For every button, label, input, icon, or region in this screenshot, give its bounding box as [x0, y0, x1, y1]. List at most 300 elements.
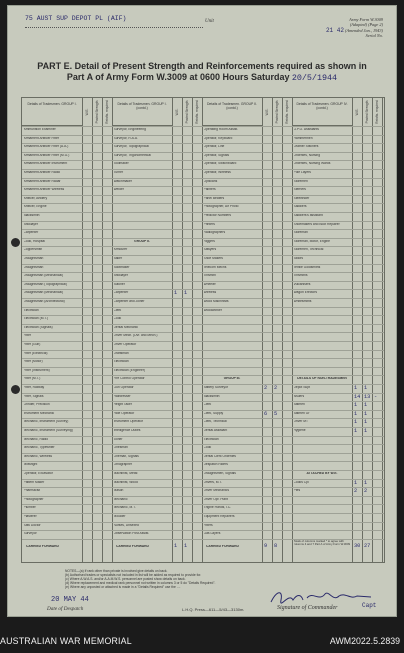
row-rule — [22, 272, 384, 273]
handwritten-entry: 1 — [354, 428, 358, 434]
column-rule — [182, 98, 183, 562]
row-label: Intelligence Duties — [113, 429, 141, 432]
row-label: Pattern Maker — [23, 480, 45, 484]
row-label: Telecom Mechs — [203, 265, 227, 269]
form-notes — [65, 569, 375, 589]
despatch-label: Date of Despatch — [47, 606, 84, 612]
row-label: Artificer, Engine — [23, 205, 47, 209]
column-header-text: Reinfts. required — [285, 100, 289, 124]
row-label: Fitter (Instrument) — [23, 368, 50, 372]
column-header-ws — [262, 98, 272, 127]
serial-value: 21 42 — [325, 26, 344, 34]
handwritten-entry: 13 — [364, 393, 371, 400]
column-header-text: Reinfts. required — [105, 100, 109, 124]
column-header-details: Details of Tradesmen. GROUP II. (contd.) — [202, 98, 262, 126]
row-label: Cooks Cpl — [293, 480, 309, 484]
credit-accession: AWM2022.5.2839 — [329, 636, 400, 646]
row-label: Driver Operator — [113, 343, 137, 346]
row-label: Drivers, M.T. — [203, 480, 222, 484]
row-label: Wagon Erectors — [293, 291, 318, 295]
handwritten-entry: 2 — [354, 488, 358, 495]
row-label: Turner — [113, 171, 124, 174]
page-title — [21, 61, 383, 84]
carried-forward-label: CARRIED FORWARD — [206, 544, 239, 548]
row-rule — [22, 341, 384, 342]
row-label: Despatch Riders — [203, 463, 228, 467]
row-label: Armourer — [113, 248, 128, 252]
row-label: Steelfinder — [293, 196, 310, 200]
row-label: Draughtsman (Architectural) — [23, 300, 65, 303]
row-rule — [22, 522, 384, 523]
row-rule — [22, 195, 384, 196]
row-label: Millwright — [23, 463, 38, 467]
row-label: Lithographer — [113, 463, 133, 467]
handwritten-entry: 2 — [264, 385, 268, 391]
row-label: Cook — [113, 317, 122, 321]
row-label: Mechanic, Typewriter — [23, 446, 55, 450]
carried-forward-label: CARRIED FORWARD — [116, 544, 149, 548]
row-label: Dental Mechanic — [113, 325, 139, 329]
column-rule — [352, 98, 353, 562]
column-rule — [82, 98, 83, 562]
despatch-date-value: 20 MAY 44 — [51, 596, 89, 604]
row-label: Sterners — [293, 188, 306, 192]
row-label: Draughtsmen, Signals — [203, 472, 236, 475]
handwritten-entry: 1 — [354, 479, 358, 486]
unit-value: 75 AUST SUP DEPOT PL (AIF) — [25, 15, 127, 22]
strength-table — [21, 97, 385, 563]
column-header-text: W.E. — [175, 108, 179, 116]
row-label: GROUP III. — [223, 377, 241, 381]
row-label: Orderlies, Nursing — [293, 153, 321, 157]
handwritten-entry: 1 — [364, 419, 368, 426]
handwritten-entry: 2 — [274, 385, 278, 391]
row-rule — [22, 307, 384, 308]
row-label: Storeman, Motor, Engine — [293, 239, 330, 243]
column-rule — [262, 98, 263, 562]
carried-forward-value: 8 — [274, 542, 278, 549]
row-label: Radiographers — [203, 231, 226, 235]
row-label: Wheeler — [203, 282, 216, 286]
row-label: Predictor Numbers — [203, 214, 231, 217]
handwritten-entry: 1 — [354, 419, 358, 426]
row-label: ATTACHED BY W.E. — [306, 472, 338, 475]
row-label: Surveyor, R.A.A. — [113, 136, 138, 140]
row-label: Electrician (M.T.) — [23, 317, 49, 321]
form-ref-line1: Army Form W.3009 — [349, 17, 383, 22]
row-rule — [22, 504, 384, 505]
column-header-posted — [272, 98, 282, 127]
row-label: Engine Hands, I.C. — [203, 506, 232, 510]
row-label: Tinsmiths — [293, 274, 308, 278]
row-label: Dental Assistant — [203, 429, 228, 432]
row-label: Draughtsman (Mechanical) — [23, 274, 64, 278]
row-label: Cook, Hospital — [23, 239, 45, 243]
row-rule — [22, 135, 384, 136]
row-label: Depot Supt — [293, 386, 310, 389]
row-rule — [22, 264, 384, 265]
row-label: Draughtsman (Topographical) — [23, 282, 67, 286]
row-label: Height Taker — [113, 403, 132, 407]
row-rule — [22, 152, 384, 153]
row-label: Draughtsman (Mechanical) — [23, 291, 64, 295]
handwritten-entry: 1 — [364, 428, 368, 434]
row-rule — [22, 298, 384, 299]
row-label: Armament Artificer Wireless — [23, 188, 65, 192]
column-header-ws — [352, 98, 362, 127]
row-label: Saw Doctor — [23, 523, 41, 527]
printer-imprint: L.H.Q. Press—611—5/43—3130m. — [182, 607, 245, 612]
row-label: Carpenter and Joiner — [113, 300, 145, 303]
row-label: Gas Layers — [203, 532, 221, 536]
column-header-ws — [82, 98, 92, 127]
row-label: Clerk — [203, 403, 212, 407]
row-label: Instrument Operator — [113, 420, 144, 424]
column-rule — [362, 98, 363, 562]
note-line: (b) Authorised trades or specialists not included in list will be added as required to provide for. — [65, 573, 202, 578]
row-label: Blacksmith — [23, 214, 40, 217]
credit-institution: AUSTRALIAN WAR MEMORIAL — [0, 636, 132, 646]
carried-forward-value: 27 — [364, 542, 371, 549]
column-header-reinf — [282, 98, 292, 127]
column-rule — [102, 98, 103, 562]
row-rule — [22, 418, 384, 419]
row-label: Wood Machinists — [203, 300, 229, 303]
row-label: Shoe Makers — [203, 257, 223, 260]
row-label: Butcher — [113, 282, 125, 286]
row-label: Hide Operator — [113, 411, 135, 415]
row-label: Driver MT — [293, 420, 308, 424]
row-label: Bootmaker — [113, 265, 130, 269]
row-label: Leather Stitchers — [293, 145, 319, 149]
row-label: Machinist, Metal — [113, 472, 138, 475]
title-line2: Part A of Army Form W.3009 at 0600 Hours Saturday — [66, 71, 290, 82]
date-value: 20/5/1944 — [291, 72, 338, 83]
row-label: Fitter — [23, 334, 32, 338]
row-rule — [22, 427, 384, 428]
row-label: GROUP II. — [134, 239, 150, 243]
row-label: Photographer, Air Photo — [203, 205, 239, 209]
column-header-ws — [172, 98, 182, 127]
row-label: Lineman, Signals — [113, 454, 139, 458]
handwritten-entry: 1 — [184, 290, 188, 297]
row-label: Operator, Switchboard — [203, 162, 237, 166]
row-label: Storeman — [293, 231, 308, 235]
row-label: Moulder — [113, 515, 126, 518]
row-label: Saddlers's assistant — [293, 214, 323, 217]
row-label: Draughtsman — [23, 257, 44, 260]
column-rule — [172, 98, 173, 562]
row-label: Battery Surveyor — [203, 386, 229, 389]
row-label: Hairdresser — [113, 394, 131, 398]
row-label: Batmen Gr — [293, 411, 310, 415]
row-label: G.P.O. Assistants — [293, 128, 319, 131]
row-rule — [22, 186, 384, 187]
handwritten-entry: 1 — [364, 410, 368, 417]
handwritten-entry: - — [374, 393, 378, 400]
row-rule — [22, 203, 384, 204]
row-label: Photographer — [23, 497, 44, 501]
row-label: Printers — [203, 222, 215, 226]
row-label: Saddlers — [293, 205, 307, 209]
carried-forward-value: 1 — [184, 542, 188, 549]
row-label: Plumber — [23, 506, 36, 510]
row-label: Electrician — [23, 308, 39, 312]
row-label: Armament Artificer Fitter (A.A.) — [23, 145, 69, 149]
row-label: Operator, Keyboard — [203, 136, 233, 140]
row-label: Vulcanisers — [293, 282, 311, 286]
row-label: Coppersmith — [23, 248, 43, 252]
row-rule — [22, 178, 384, 179]
row-label: Blacksmith — [203, 394, 220, 398]
row-rule — [22, 470, 384, 471]
handwritten-entry: 1 — [174, 290, 178, 297]
row-label: Mechanic, Radio — [23, 437, 49, 441]
row-rule — [22, 332, 384, 333]
row-rule — [22, 229, 384, 230]
row-label: Hammermen — [293, 136, 313, 140]
row-rule — [22, 324, 384, 325]
column-rule — [272, 98, 273, 562]
row-label: Painters — [203, 188, 216, 192]
row-label: Operator, Wireless — [203, 171, 231, 174]
row-label: Electrician — [113, 360, 129, 364]
row-label: Surveyor — [23, 532, 37, 536]
row-label: Hygiene — [293, 429, 306, 432]
row-label: Fitter (Gun) — [23, 343, 41, 346]
column-header-text: Reinfts. required — [375, 100, 379, 124]
row-rule — [22, 281, 384, 282]
row-label: Driver Mech. (Dvr. and Mech.) — [113, 334, 158, 338]
row-label: Artificer, Artillery — [23, 196, 48, 200]
row-label: Gun Operator — [113, 386, 134, 389]
row-label: Driver Opr. Plant — [203, 497, 228, 501]
row-label: Mason — [113, 489, 124, 493]
row-label: Fitters — [203, 523, 213, 527]
form-reference — [311, 17, 383, 39]
row-label: Driver Mechanics — [203, 489, 229, 493]
row-rule — [22, 255, 384, 256]
carried-forward-value: 1 — [174, 542, 178, 549]
row-label: Electrician — [203, 437, 219, 441]
column-header-posted — [92, 98, 102, 127]
row-label: Draftsman — [113, 351, 129, 355]
row-label: Mechanic, Instrument (Surveying) — [23, 429, 73, 432]
row-label: DETAILS OF NON-TRADESMEN — [297, 377, 347, 381]
column-header-details: Details of Tradesmen. GROUP I. (contd.) — [112, 98, 172, 126]
row-rule — [22, 358, 384, 359]
row-label: Fitter (Electrical) — [23, 351, 48, 355]
row-label: Watchmaker — [113, 179, 132, 183]
column-header-text: Posted Strength — [95, 100, 99, 124]
row-rule — [22, 246, 384, 247]
row-label: Panel Beaters — [203, 196, 225, 200]
handwritten-entry: 1 — [354, 402, 358, 409]
row-label: Fitter, Railway — [23, 386, 45, 389]
row-rule — [22, 238, 384, 239]
row-rule — [22, 401, 384, 402]
row-label: Joiner — [113, 437, 123, 441]
row-label: Surveyor, Engineering — [113, 128, 146, 131]
column-header-text: Reinfts. required — [195, 100, 199, 124]
column-rule — [92, 98, 93, 562]
row-rule — [22, 530, 384, 531]
row-label: Baker — [113, 257, 123, 260]
row-label: Mechanic, Instrument (Survey) — [23, 420, 69, 424]
row-label: Carpenter — [23, 231, 39, 235]
row-label: Dental Clerk Orderlies — [203, 454, 236, 458]
note-line: (e) Where any unposted or attached is made in a "Details Required" use the .... — [65, 585, 181, 590]
row-label: Bricklayer — [113, 274, 128, 278]
row-label: Operator, Signals — [203, 153, 229, 157]
row-label: Fire Control Operator — [113, 377, 145, 381]
column-header-text: W.E. — [355, 108, 359, 116]
unit-field — [25, 15, 203, 28]
column-header-text: W.E. — [85, 108, 89, 116]
column-header-reinf — [372, 98, 382, 127]
row-rule — [22, 143, 384, 144]
row-rule — [22, 496, 384, 497]
row-label: Operator, Excavator — [23, 472, 53, 475]
row-label: Nurses, Unsexed — [113, 523, 139, 527]
form-ref-line3: (Amended Jan., 1943) — [345, 27, 383, 33]
column-header-posted — [362, 98, 372, 127]
title-line1: PART E. Detail of Present Strength and Reinforcements required as shown in — [37, 61, 367, 71]
row-rule — [22, 453, 384, 454]
column-rule — [192, 98, 193, 562]
row-label: Ptes — [293, 489, 301, 493]
row-label: Armament Artificer Instrument — [23, 162, 68, 166]
row-label: Armament Artificer Radar — [23, 179, 61, 183]
row-label: Armament Artificer Radio — [23, 171, 61, 174]
row-rule — [22, 375, 384, 376]
row-rule — [22, 212, 384, 213]
column-rule — [282, 98, 283, 562]
row-label: Bricklayer — [23, 222, 38, 226]
punch-hole — [11, 385, 20, 394]
column-header-details: Details of Tradesmen. GROUP I. — [22, 98, 82, 126]
handwritten-entry: 14 — [354, 393, 361, 400]
handwritten-entry: 1 — [364, 385, 368, 391]
row-label: Linesman — [113, 446, 128, 450]
carried-forward-note: Totals of columns marked * to agree with columns 4 and 7 Part A of Army Form W.3009 — [293, 539, 351, 547]
row-rule — [22, 126, 384, 127]
row-rule — [22, 367, 384, 368]
column-header-text: W.E. — [265, 108, 269, 116]
row-label: Shoemakers and Boot Repairer — [293, 222, 340, 226]
punch-hole — [11, 238, 20, 247]
row-label: Issuers — [293, 394, 305, 398]
row-label: Carpenter — [113, 291, 129, 295]
row-label: Armament Artificer Fitter — [23, 136, 60, 140]
handwritten-entry: 2 — [364, 488, 368, 495]
row-label: Electrician (Signals) — [23, 325, 53, 329]
column-rule — [372, 98, 373, 562]
signature-label: Signature of Commander — [277, 605, 338, 611]
row-rule — [22, 479, 384, 480]
row-label: Observation Post Assist. — [113, 532, 150, 536]
note-line: (c) Where A.W.A.S. and/or A.A.M.W.S. personnel are posted show details on back. — [65, 577, 186, 582]
carried-forward-value: 9 — [264, 542, 268, 549]
row-label: Orderlies, Nursing Wards — [293, 162, 331, 166]
row-label: Mechanic, M.T. — [113, 506, 136, 510]
row-rule — [22, 169, 384, 170]
row-rule — [22, 513, 384, 514]
row-rule — [22, 289, 384, 290]
handwritten-entry: 1 — [354, 410, 358, 417]
column-header-reinf — [192, 98, 202, 127]
row-rule — [22, 384, 384, 385]
row-label: Machinist, Wood — [113, 480, 138, 484]
column-header-text: Posted Strength — [365, 100, 369, 124]
column-header-posted — [182, 98, 192, 127]
row-label: Opticians — [203, 179, 218, 183]
column-header-reinf — [102, 98, 112, 127]
handwritten-entry: 6 — [264, 410, 268, 417]
row-label: Clerk — [113, 308, 122, 312]
row-label: Cook — [203, 446, 212, 450]
row-label: Ammunition Examiner — [23, 128, 56, 131]
row-label: Surveyor, Trigonometrical — [113, 153, 151, 157]
note-line: (d) Where replacement and medical rank personnel not written in columns 3 or 5 do "Details Required". — [65, 581, 216, 586]
row-label: Mechanic — [113, 497, 128, 501]
row-label: Tinsmith — [203, 274, 216, 278]
row-label: Fitter, Signals — [23, 394, 44, 398]
row-rule — [22, 410, 384, 411]
row-label: Clerk, Technical — [203, 420, 227, 424]
row-rule — [22, 487, 384, 488]
column-rule — [382, 98, 383, 562]
row-label: Electrician (Engineer) — [113, 368, 146, 372]
row-label: Pharmacist — [23, 489, 40, 493]
signature-rank: Capt — [362, 602, 377, 609]
row-label: Storemen, Technical — [293, 248, 324, 252]
row-label: Pole Layers — [293, 171, 311, 174]
unit-label: Unit — [205, 19, 214, 24]
form-sheet — [7, 5, 397, 617]
row-rule — [22, 461, 384, 462]
row-label: Wireless — [203, 291, 217, 295]
row-label: Sawyers — [203, 248, 217, 252]
row-label: Whitesmiths — [293, 300, 312, 303]
handwritten-entry: 5 — [274, 410, 278, 417]
row-label: Equipment Repairers — [203, 515, 235, 518]
carried-forward-value: 30 — [354, 542, 361, 549]
row-rule — [22, 160, 384, 161]
serial-label: Serial No. — [365, 33, 383, 39]
row-label: Plasterer — [23, 515, 37, 518]
row-label: Draughtsman — [23, 265, 44, 269]
row-rule — [22, 444, 384, 445]
carried-forward-label: CARRIED FORWARD — [26, 544, 59, 548]
row-label: Fitter (M.T.) — [23, 377, 41, 381]
row-rule — [22, 315, 384, 316]
row-label: Instrument Mechanic — [23, 411, 55, 415]
row-label: Operator, Line — [203, 145, 225, 149]
row-label: Textile Goldsmiths — [293, 265, 321, 269]
form-ref-line2: (Adapted) (Page 2) — [349, 22, 383, 28]
row-rule — [22, 221, 384, 222]
row-label: Riggers — [203, 239, 215, 243]
row-label: Toolmaker — [113, 162, 129, 166]
row-rule — [22, 436, 384, 437]
signature-image — [267, 588, 377, 606]
row-label: Clerk, Supply — [203, 411, 224, 415]
handwritten-entry: 1 — [354, 385, 358, 391]
row-label: Storemen — [293, 179, 308, 183]
note-line: NOTES—(a) If rank other than private is involved give details on back. — [65, 569, 168, 573]
row-label: Batmen — [293, 403, 305, 407]
